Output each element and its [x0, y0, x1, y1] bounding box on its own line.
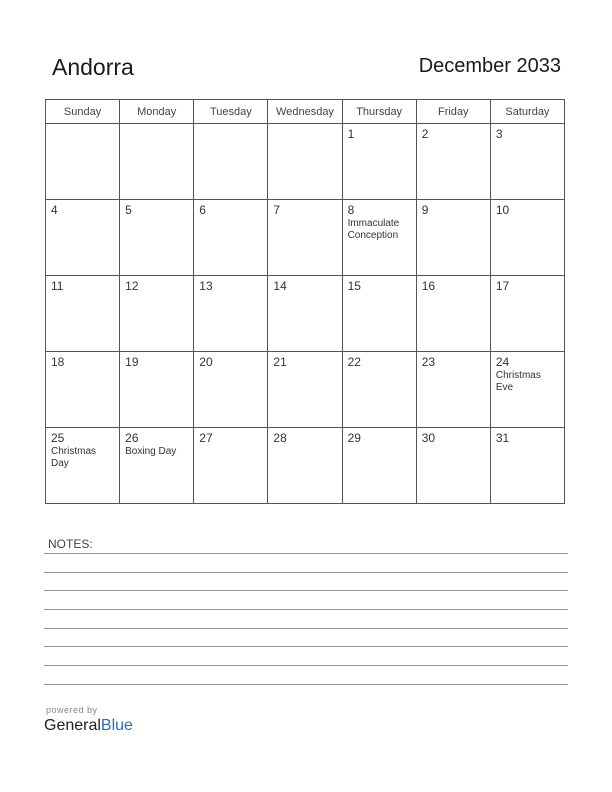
holiday-label: Immaculate Conception — [347, 218, 400, 241]
day-number: 26 — [125, 431, 139, 445]
day-cell — [46, 200, 120, 276]
day-cell — [490, 124, 564, 200]
weekday-monday: Monday — [120, 100, 194, 124]
brand-logo — [44, 717, 133, 735]
day-cell — [268, 352, 342, 428]
day-cell — [120, 200, 194, 276]
day-cell — [268, 200, 342, 276]
day-number: 21 — [273, 355, 287, 369]
note-line — [44, 590, 568, 591]
day-cell — [120, 276, 194, 352]
notes-label: NOTES: — [48, 537, 93, 551]
day-cell — [194, 124, 268, 200]
day-cell — [416, 352, 490, 428]
note-line — [44, 553, 568, 554]
day-number: 4 — [51, 203, 58, 217]
day-number: 3 — [495, 127, 503, 141]
week-row — [46, 276, 565, 352]
weekday-wednesday: Wednesday — [268, 100, 342, 124]
weekday-sunday: Sunday — [46, 100, 120, 124]
country-title: Andorra — [52, 54, 134, 80]
day-number: 11 — [51, 279, 64, 293]
day-cell — [120, 352, 194, 428]
day-number: 28 — [273, 431, 287, 445]
note-line — [44, 628, 568, 629]
day-cell — [194, 428, 268, 504]
day-number: 19 — [125, 355, 139, 369]
calendar-body — [46, 124, 565, 504]
day-cell — [416, 428, 490, 504]
holiday-label: Christmas Day — [51, 446, 97, 469]
day-number: 18 — [51, 355, 65, 369]
brand-general: General — [44, 717, 101, 734]
note-line — [44, 665, 568, 666]
day-cell — [268, 428, 342, 504]
month-title: December 2033 — [418, 55, 561, 77]
day-number: 17 — [495, 279, 510, 293]
day-cell — [194, 352, 268, 428]
day-number: 9 — [421, 203, 429, 217]
weekday-tuesday: Tuesday — [194, 100, 268, 124]
week-row — [46, 352, 565, 428]
day-cell — [46, 276, 120, 352]
day-number: 15 — [347, 279, 361, 293]
weekday-header-row — [46, 100, 565, 124]
day-number: 10 — [495, 203, 510, 217]
day-cell — [416, 276, 490, 352]
day-number: 24 — [495, 355, 510, 369]
day-number: 14 — [273, 279, 287, 293]
day-number: 2 — [421, 127, 429, 141]
note-line — [44, 609, 568, 610]
weekday-saturday: Saturday — [490, 100, 564, 124]
day-number: 7 — [273, 203, 281, 217]
day-cell — [342, 200, 416, 276]
day-cell — [490, 200, 564, 276]
day-number: 12 — [125, 279, 139, 293]
day-cell — [416, 200, 490, 276]
day-number: 1 — [347, 127, 355, 141]
day-number: 30 — [421, 431, 436, 445]
day-cell — [490, 428, 564, 504]
day-cell — [194, 276, 268, 352]
day-cell — [120, 124, 194, 200]
note-line — [44, 572, 568, 573]
day-number: 20 — [199, 355, 213, 369]
week-row — [46, 124, 565, 200]
day-cell — [268, 276, 342, 352]
note-line — [44, 646, 568, 647]
day-cell — [268, 124, 342, 200]
day-cell — [416, 124, 490, 200]
day-cell — [342, 352, 416, 428]
day-number: 31 — [495, 431, 510, 445]
day-cell — [342, 276, 416, 352]
day-number: 13 — [199, 279, 213, 293]
brand-blue: Blue — [100, 717, 133, 734]
day-number: 16 — [421, 279, 436, 293]
day-cell — [342, 124, 416, 200]
day-number: 6 — [199, 203, 206, 217]
week-row — [46, 428, 565, 504]
holiday-label: Boxing Day — [125, 446, 177, 457]
day-number: 5 — [125, 203, 132, 217]
day-number: 8 — [347, 203, 355, 217]
powered-by-text: powered by — [46, 705, 98, 715]
day-number: 27 — [199, 431, 213, 445]
day-number: 25 — [51, 431, 65, 445]
day-cell — [490, 352, 564, 428]
day-number: 29 — [347, 431, 361, 445]
day-number: 22 — [347, 355, 361, 369]
day-cell — [490, 276, 564, 352]
day-cell — [342, 428, 416, 504]
day-cell — [120, 428, 194, 504]
day-cell — [46, 352, 120, 428]
weekday-thursday: Thursday — [342, 100, 416, 124]
calendar-grid — [45, 99, 565, 504]
week-row — [46, 200, 565, 276]
day-cell — [46, 428, 120, 504]
weekday-friday: Friday — [416, 100, 490, 124]
holiday-label: Christmas Eve — [495, 370, 541, 393]
day-number: 23 — [421, 355, 436, 369]
note-line — [44, 684, 568, 685]
day-cell — [46, 124, 120, 200]
day-cell — [194, 200, 268, 276]
